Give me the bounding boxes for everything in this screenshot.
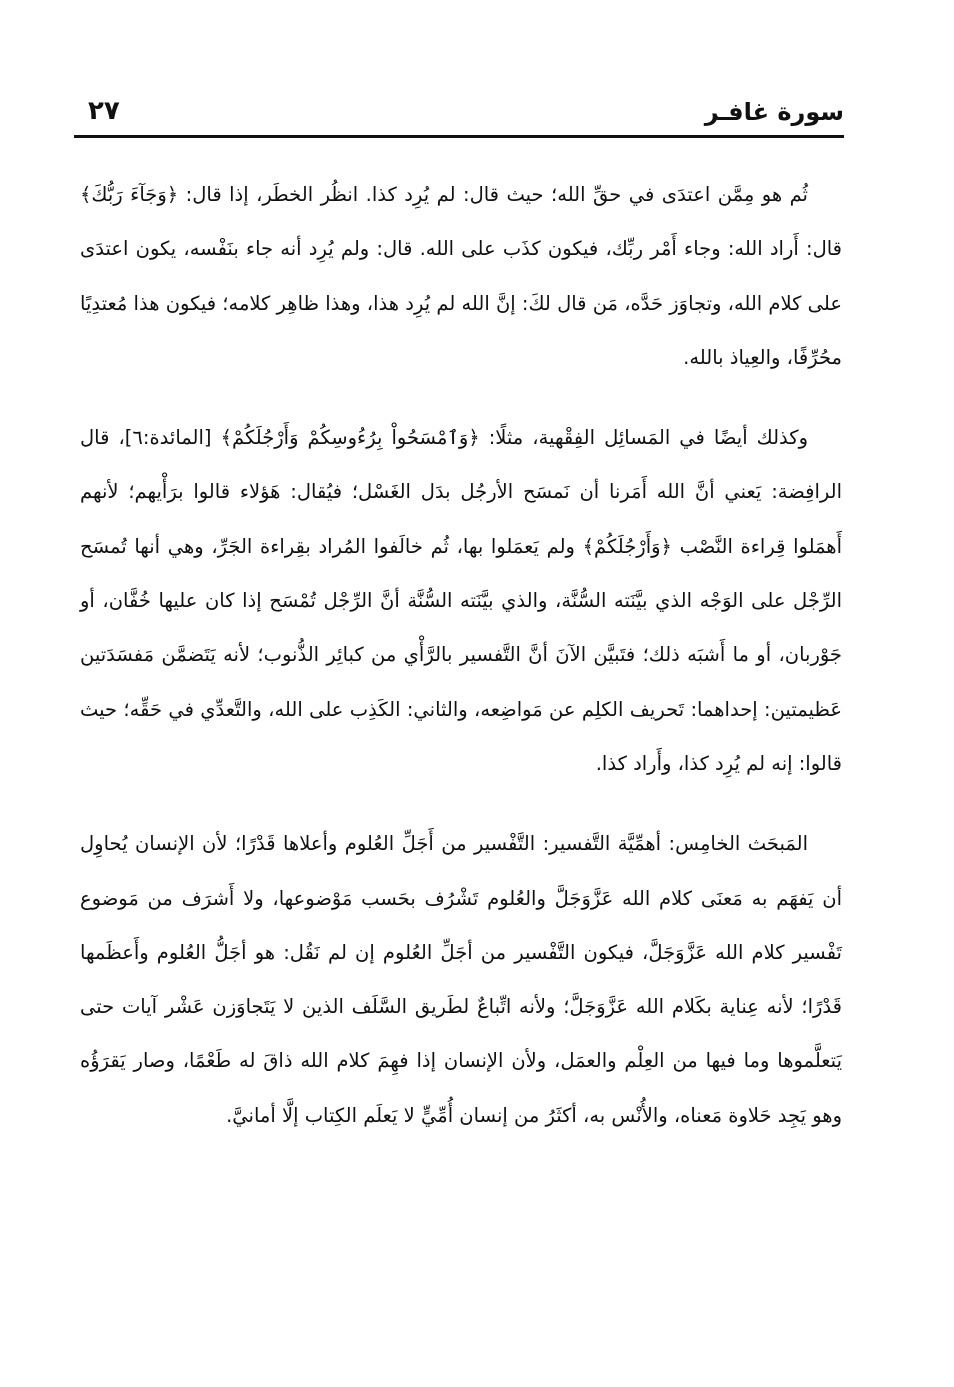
page-number: ٢٧ xyxy=(88,96,120,126)
page-header xyxy=(74,92,844,138)
paragraph-1: ثُم هو مِمَّن اعتدَى في حقِّ الله؛ حيث قال: لم يُرِد كذا. انظُر الخطَر، إذا قال: ﴿وَجَآءَ رَبُّكَ﴾ قال: أَراد الله: وجاء أَمْر ربِّك، فيكون كذَب على الله. قال: ولم يُرِد أنه جاء بنَفْسه، يكون اعتدَى على كلام الله، وتجاوَز حَدَّه، مَن قال لكَ: إنَّ الله لم يُرِد هذا، وهذا ظاهِر كلامه؛ فيكون هذا مُعتدِيًا محُرِّفًا، والعِياذ بالله. xyxy=(80,183,842,369)
surah-title: سورة غافـر xyxy=(704,98,844,126)
paragraph-2: وكذلك أيضًا في المَسائِل الفِقْهية، مثلًا: ﴿وَٱمْسَحُواْ بِرُءُوسِكُمْ وَأَرْجُلَكُمْ﴾ [المائدة:٦]، قال الرافِضة: يَعني أنَّ الله أَمَرنا أن نَمسَح الأرجُل بدَل الغَسْل؛ فيُقال: هَؤلاء قالوا برَأْيهم؛ لأنهم أَهمَلوا قِراءة النَّصْب ﴿وَأَرْجُلَكُمْ﴾ ولم يَعمَلوا بها، ثُم خالَفوا المُراد بقِراءة الجَرِّ، وهي أنها تُمسَح الرِّجْل على الوَجْه الذي بيَّنَته السُّنَّة، والذي بيَّنَته السُّنَّة أنَّ الرِّجْل تُمْسَح إذا كان عليها خُفَّان، أو جَوْربان، أو ما أَشبَه ذلك؛ فتَبيَّن الآنَ أنَّ التَّفسير بالرَّأْي من كبائِر الذُّنوب؛ لأنه يَتَضمَّن مَفسَدَتين عَظيمتين: إحداهما: تَحريف الكلِم عن مَواضِعه، والثاني: الكَذِب على الله، والتَّعدِّي في حَقِّه؛ حيث قالوا: إنه لم يُرِد كذا، وأَراد كذا. xyxy=(80,426,842,775)
paragraph-3: المَبحَث الخامِس: أهمِّيَّة التَّفسير: التَّفْسير من أَجَلِّ العُلوم وأعلاها قَدْرًا؛ لأن الإنسان يُحاوِل أن يَفهَم به مَعنَى كلام الله عَزَّوَجَلَّ والعُلوم تَشْرُف بحَسب مَوْضوعها، ولا أَشرَف من مَوضوع تَفْسير كلام الله عَزَّوَجَلَّ، فيكون التَّفْسير من أجَلِّ العُلوم إن لم نَقُل: هو أجَلُّ العُلوم وأَعظَمها قَدْرًا؛ لأنه عِناية بكَلام الله عَزَّوَجَلَّ؛ ولأنه اتِّباعٌ لطَريق السَّلَف الذين لا يَتَجاوَزن عَشْر آيات حتى يَتعلَّموها وما فيها من العِلْم والعمَل، ولأن الإنسان إذا فهِمَ كلام الله ذاقَ له طَعْمًا، وصار يَقرَؤُه وهو يَجِد حَلاوة مَعناه، والأُنْس به، أكثَرُ من إنسان أُمِّيٍّ لا يَعلَم الكِتاب إلَّا أمانيَّ. xyxy=(80,832,842,1127)
body-text xyxy=(80,168,842,1143)
header-divider xyxy=(74,135,844,138)
